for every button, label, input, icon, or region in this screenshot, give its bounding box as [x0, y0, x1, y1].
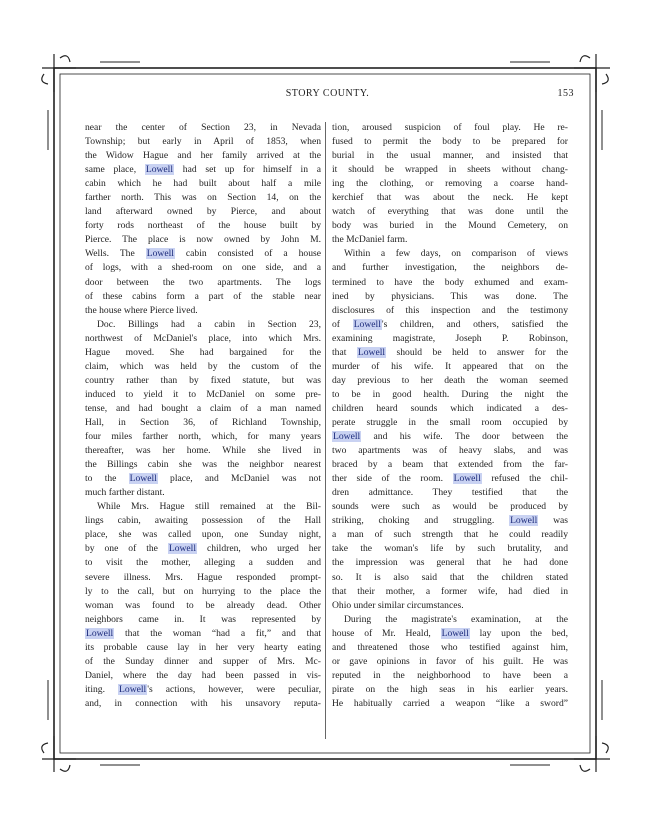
text-line: claim, which was held by the custom of the [85, 360, 321, 372]
text-line: woman was found to be already dead. Other [85, 599, 321, 611]
text-line: and, in connection with his unsavory reputa- [85, 697, 321, 709]
right-text-column [332, 121, 568, 711]
text-line: of logs, with a shed-room on one side, and a [85, 262, 321, 274]
text-line: same place, Lowell had set up for himself in a [85, 164, 321, 176]
text-line: murder of his wife. It appeared that on the [332, 360, 568, 372]
search-highlight: Lowell [357, 346, 386, 358]
text-line: ined by physicians. This was done. The [332, 290, 568, 302]
text-line: induced to yield it to McDaniel on some pre- [85, 388, 321, 400]
text-line: examining magistrate, Joseph P. Robinson, [332, 332, 568, 344]
text-line: perate struggle in the small room occupied by [332, 416, 568, 428]
text-line: He habitually carried a weapon “like a sword” [332, 697, 568, 709]
text-line: kerchief that was about the neck. He kept [332, 192, 568, 204]
text-line: children heard sounds which indicated a des- [332, 402, 568, 414]
page-number: 153 [557, 88, 574, 99]
text-line: pirate on the high seas in his earlier years. [332, 683, 568, 695]
text-line: much farther distant. [85, 487, 165, 499]
search-highlight: Lowell [145, 164, 174, 176]
text-line: the house where Pierce lived. [85, 304, 198, 316]
text-line: house of Mr. Heald, Lowell lay upon the bed, [332, 627, 568, 639]
text-line: so. It is also said that the children stated [332, 571, 568, 583]
text-line: of these cabins form a part of the stable near [85, 290, 321, 302]
text-line: braced by a beam that extended from the far- [332, 459, 568, 471]
text-line: watch of everything that was done until the [332, 206, 568, 218]
text-line: Daniel, where the day had been passed in vis- [85, 669, 321, 681]
left-text-column [85, 121, 321, 711]
text-line: two apartments was of heavy slabs, and was [332, 445, 568, 457]
text-line: lings cabin, awaiting possession of the Hall [85, 515, 321, 527]
running-header [75, 88, 580, 106]
search-highlight: Lowell [119, 683, 147, 695]
text-line: place, she was called upon, one Sunday night, [85, 529, 321, 541]
text-line: Lowell and his wife. The door between the [333, 431, 568, 443]
search-highlight: Lowell [353, 318, 381, 330]
text-line: that Lowell should be held to answer for the [332, 346, 568, 358]
text-line: and threatened those who testified against him, [332, 641, 568, 653]
text-line: to the Lowell place, and McDaniel was not [85, 473, 321, 485]
text-line: of Lowell's children, and others, satisfied the [332, 318, 568, 330]
text-line: that their mother, a former wife, had died in [332, 585, 568, 597]
page-title: STORY COUNTY. [285, 88, 370, 99]
text-line: and further investigation, the neighbors de- [332, 262, 568, 274]
text-line: striking, choking and struggling. Lowell was [332, 515, 568, 527]
text-line: disclosures of this inspection and the testimony [332, 304, 568, 316]
text-line: ly to the call, but on hurrying to the place the [85, 585, 321, 597]
text-line: termined to have the body exhumed and exam- [332, 276, 568, 288]
text-line: During the magistrate's examination, at the [344, 613, 568, 625]
text-line: Lowell that the woman “had a fit,” and that [86, 627, 321, 639]
text-line: Wells. The Lowell cabin consisted of a house [85, 248, 321, 260]
search-highlight: Lowell [441, 627, 469, 639]
text-line: Hall, in Section 36, of Richland Township, [85, 416, 321, 428]
text-line: Hague moved. She had bargained for the [85, 346, 321, 358]
text-line: near the center of Section 23, in Nevada [85, 122, 321, 133]
text-line: tense, and had bought a claim of a man named [85, 402, 321, 414]
text-line: Doc. Billings had a cabin in Section 23, [97, 318, 321, 330]
text-line: Pierce. The place is now owned by John M. [85, 234, 321, 246]
text-line: by one of the Lowell children, who urged her [85, 543, 321, 555]
text-line: burial in the usual manner, and insisted that [332, 150, 568, 162]
search-highlight: Lowell [146, 248, 174, 260]
text-line: severe illness. Mrs. Hague responded prompt- [85, 571, 321, 583]
text-line: or gave opinions in favor of his guilt. He was [332, 655, 568, 667]
text-line: iting. Lowell's actions, however, were peculiar, [85, 683, 321, 695]
text-line: sounds were such as would be produced by [332, 501, 568, 513]
search-highlight: Lowell [129, 473, 157, 485]
text-line: ther side of the room. Lowell refused the chil- [332, 473, 568, 485]
text-line: cabin which he had built about half a mile [85, 178, 321, 190]
text-line: of the Sunday dinner and supper of Mrs. Mc- [85, 655, 321, 667]
text-line: reputed in the neighborhood to have been a [332, 669, 568, 681]
text-line: thereafter, was her home. While she lived in [85, 445, 321, 457]
text-line: farther north. This was on Section 14, on the [85, 192, 321, 204]
column-divider [325, 122, 326, 739]
text-line: land afterward owned by Pierce, and about [85, 206, 321, 218]
text-line: dren admittance. They testified that the [332, 487, 568, 499]
text-line: While Mrs. Hague still remained at the Bil- [97, 501, 321, 513]
search-highlight: Lowell [453, 473, 481, 485]
search-highlight: Lowell [510, 515, 538, 527]
text-line: forty rods northeast of the house built by [85, 220, 321, 232]
text-line: door between the two apartments. The logs [85, 276, 321, 288]
text-line: neighbors came in. It was represented by [85, 613, 321, 625]
text-line: a man of such strength that he could readily [332, 529, 568, 541]
search-highlight: Lowell [168, 543, 197, 555]
text-line: the Widow Hague and her family arrived at the [85, 150, 321, 162]
text-line: northwest of McDaniel's place, into which Mrs. [85, 332, 321, 344]
text-line: the Billings cabin she was the neighbor nearest [85, 459, 321, 471]
text-line: to be in good health. During the night the [332, 388, 568, 400]
text-line: to visit the mother, alleging a sudden and [85, 557, 321, 569]
text-line: body was buried in the Mound Cemetery, on [332, 220, 568, 232]
text-line: its probable cause lay in her very hearty eating [85, 641, 321, 653]
search-highlight: Lowell [333, 431, 361, 443]
text-line: Ohio under similar circumstances. [332, 599, 464, 611]
text-line: the McDaniel farm. [332, 234, 408, 246]
text-line: country rather than by fixed statute, but was [85, 374, 321, 386]
text-line: tion, aroused suspicion of foul play. He re- [332, 122, 568, 133]
text-line: the impression was general that he had done [332, 557, 568, 569]
text-line: ing the clothing, or removing a coarse hand- [332, 178, 568, 190]
text-line: take the woman's life by such brutality, and [332, 543, 568, 555]
search-highlight: Lowell [86, 627, 114, 639]
text-line: it should be wrapped in sheets without chang- [332, 164, 568, 176]
text-line: Within a few days, on comparison of views [344, 248, 568, 260]
text-line: four miles farther north, which, for many years [85, 431, 321, 443]
text-line: Township; but early in April of 1853, when [85, 136, 321, 148]
text-line: day previous to her death the woman seemed [332, 374, 568, 386]
text-line: fused to permit the body to be prepared for [332, 136, 568, 148]
